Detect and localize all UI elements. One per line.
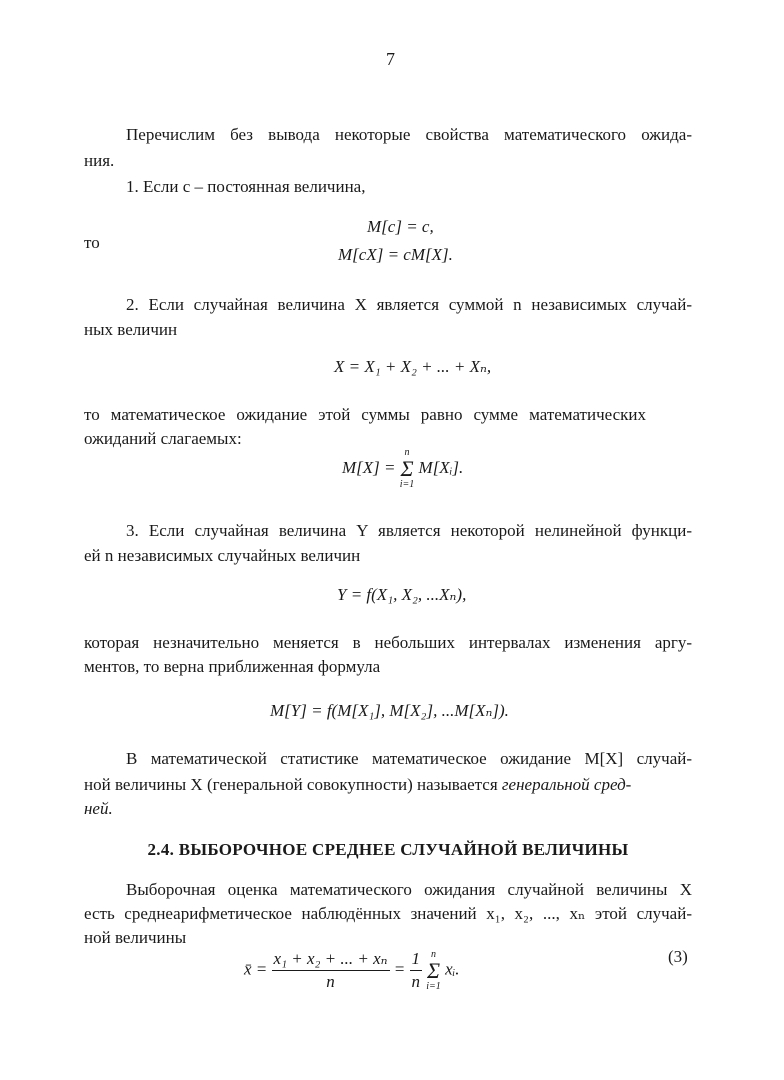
- prop3-formula-2: M[Y] = f(M[X₁], M[X₂], ...M[Xₙ]).: [270, 701, 509, 720]
- sum-upper-limit: n: [404, 447, 410, 459]
- prop3-line-1: 3. Если случайная величина Y является некоторой нелинейной функци-: [126, 521, 692, 540]
- equation-number: (3): [668, 947, 688, 966]
- stats-para-term: генеральной сред-: [501, 775, 632, 794]
- prop1-text: 1. Если c – постоянная величина,: [126, 177, 366, 196]
- prop2-formula: X = X₁ + X₂ + ... + Xₙ,: [334, 357, 492, 376]
- prop2-line-2: ных величин: [84, 320, 178, 339]
- page-number: 7: [386, 49, 395, 69]
- sum2-upper-limit: n: [431, 948, 437, 960]
- sample-para-line-1: Выборочная оценка математического ожидания случайной величины X: [126, 880, 692, 899]
- prop2-after-2: ожиданий слагаемых:: [84, 429, 242, 448]
- fraction-denominator: n: [326, 972, 335, 991]
- formula2-rhs: M[Xᵢ].: [418, 458, 464, 477]
- prop3-line-2: ей n независимых случайных величин: [84, 546, 361, 565]
- section-heading: 2.4. ВЫБОРОЧНОЕ СРЕДНЕЕ СЛУЧАЙНОЙ ВЕЛИЧИНЫ: [147, 840, 629, 859]
- stats-para-line-1: В математической статистике математическое ожидание M[X] случай-: [126, 749, 692, 768]
- sum2-lower-limit: i=1: [426, 980, 441, 992]
- sum-fraction: [272, 948, 390, 993]
- fraction-numerator: x₁ + x₂ + ... + xₙ: [272, 948, 390, 971]
- prop2-after-1: то математическое ожидание этой суммы равно сумме математических: [84, 405, 646, 424]
- intro-line-1: Перечислим без вывода некоторые свойства математического ожида-: [126, 125, 692, 144]
- sample-para-line-2: есть среднеарифметическое наблюдённых значений x₁, x₂, ..., xₙ этой случай-: [84, 904, 692, 923]
- sum-operator: [400, 448, 415, 490]
- prop2-line-1: 2. Если случайная величина X является суммой n независимых случай-: [126, 295, 692, 314]
- fraction2-denominator: n: [411, 972, 421, 991]
- sample-mean-formula: [244, 948, 460, 993]
- prop1-then-word: то: [84, 233, 100, 252]
- sample-para-line-3: ной величины: [84, 928, 187, 947]
- stats-para-line-2: [84, 774, 631, 796]
- sigma2-symbol: Σ: [427, 957, 441, 983]
- prop1-formula-b: M[cX] = cM[X].: [338, 245, 453, 264]
- one-over-n-fraction: [410, 948, 423, 993]
- stats-para-line-3: ней.: [84, 799, 113, 818]
- sum-operator-2: [426, 950, 441, 992]
- prop3-formula: Y = f(X₁, X₂, ...Xₙ),: [337, 585, 467, 604]
- formula2-lhs: M[X] =: [342, 458, 396, 477]
- prop1-formula-a: M[c] = c,: [367, 217, 434, 236]
- formula-lhs: x̄ =: [244, 959, 268, 979]
- fraction2-numerator: 1: [410, 948, 423, 971]
- prop3-after-1: которая незначительно меняется в небольших интервалах изменения аргу-: [84, 633, 692, 652]
- sum-lower-limit: i=1: [399, 479, 415, 491]
- sigma-symbol: Σ: [400, 456, 414, 482]
- prop3-after-2: ментов, то верна приближенная формула: [84, 657, 381, 676]
- formula-equals: =: [393, 959, 406, 979]
- stats-para-line-2-text: ной величины X (генеральной совокупности) называется: [84, 775, 498, 794]
- prop2-formula-2: [342, 448, 463, 490]
- intro-line-2: ния.: [84, 151, 115, 170]
- formula-tail: xᵢ.: [445, 959, 460, 979]
